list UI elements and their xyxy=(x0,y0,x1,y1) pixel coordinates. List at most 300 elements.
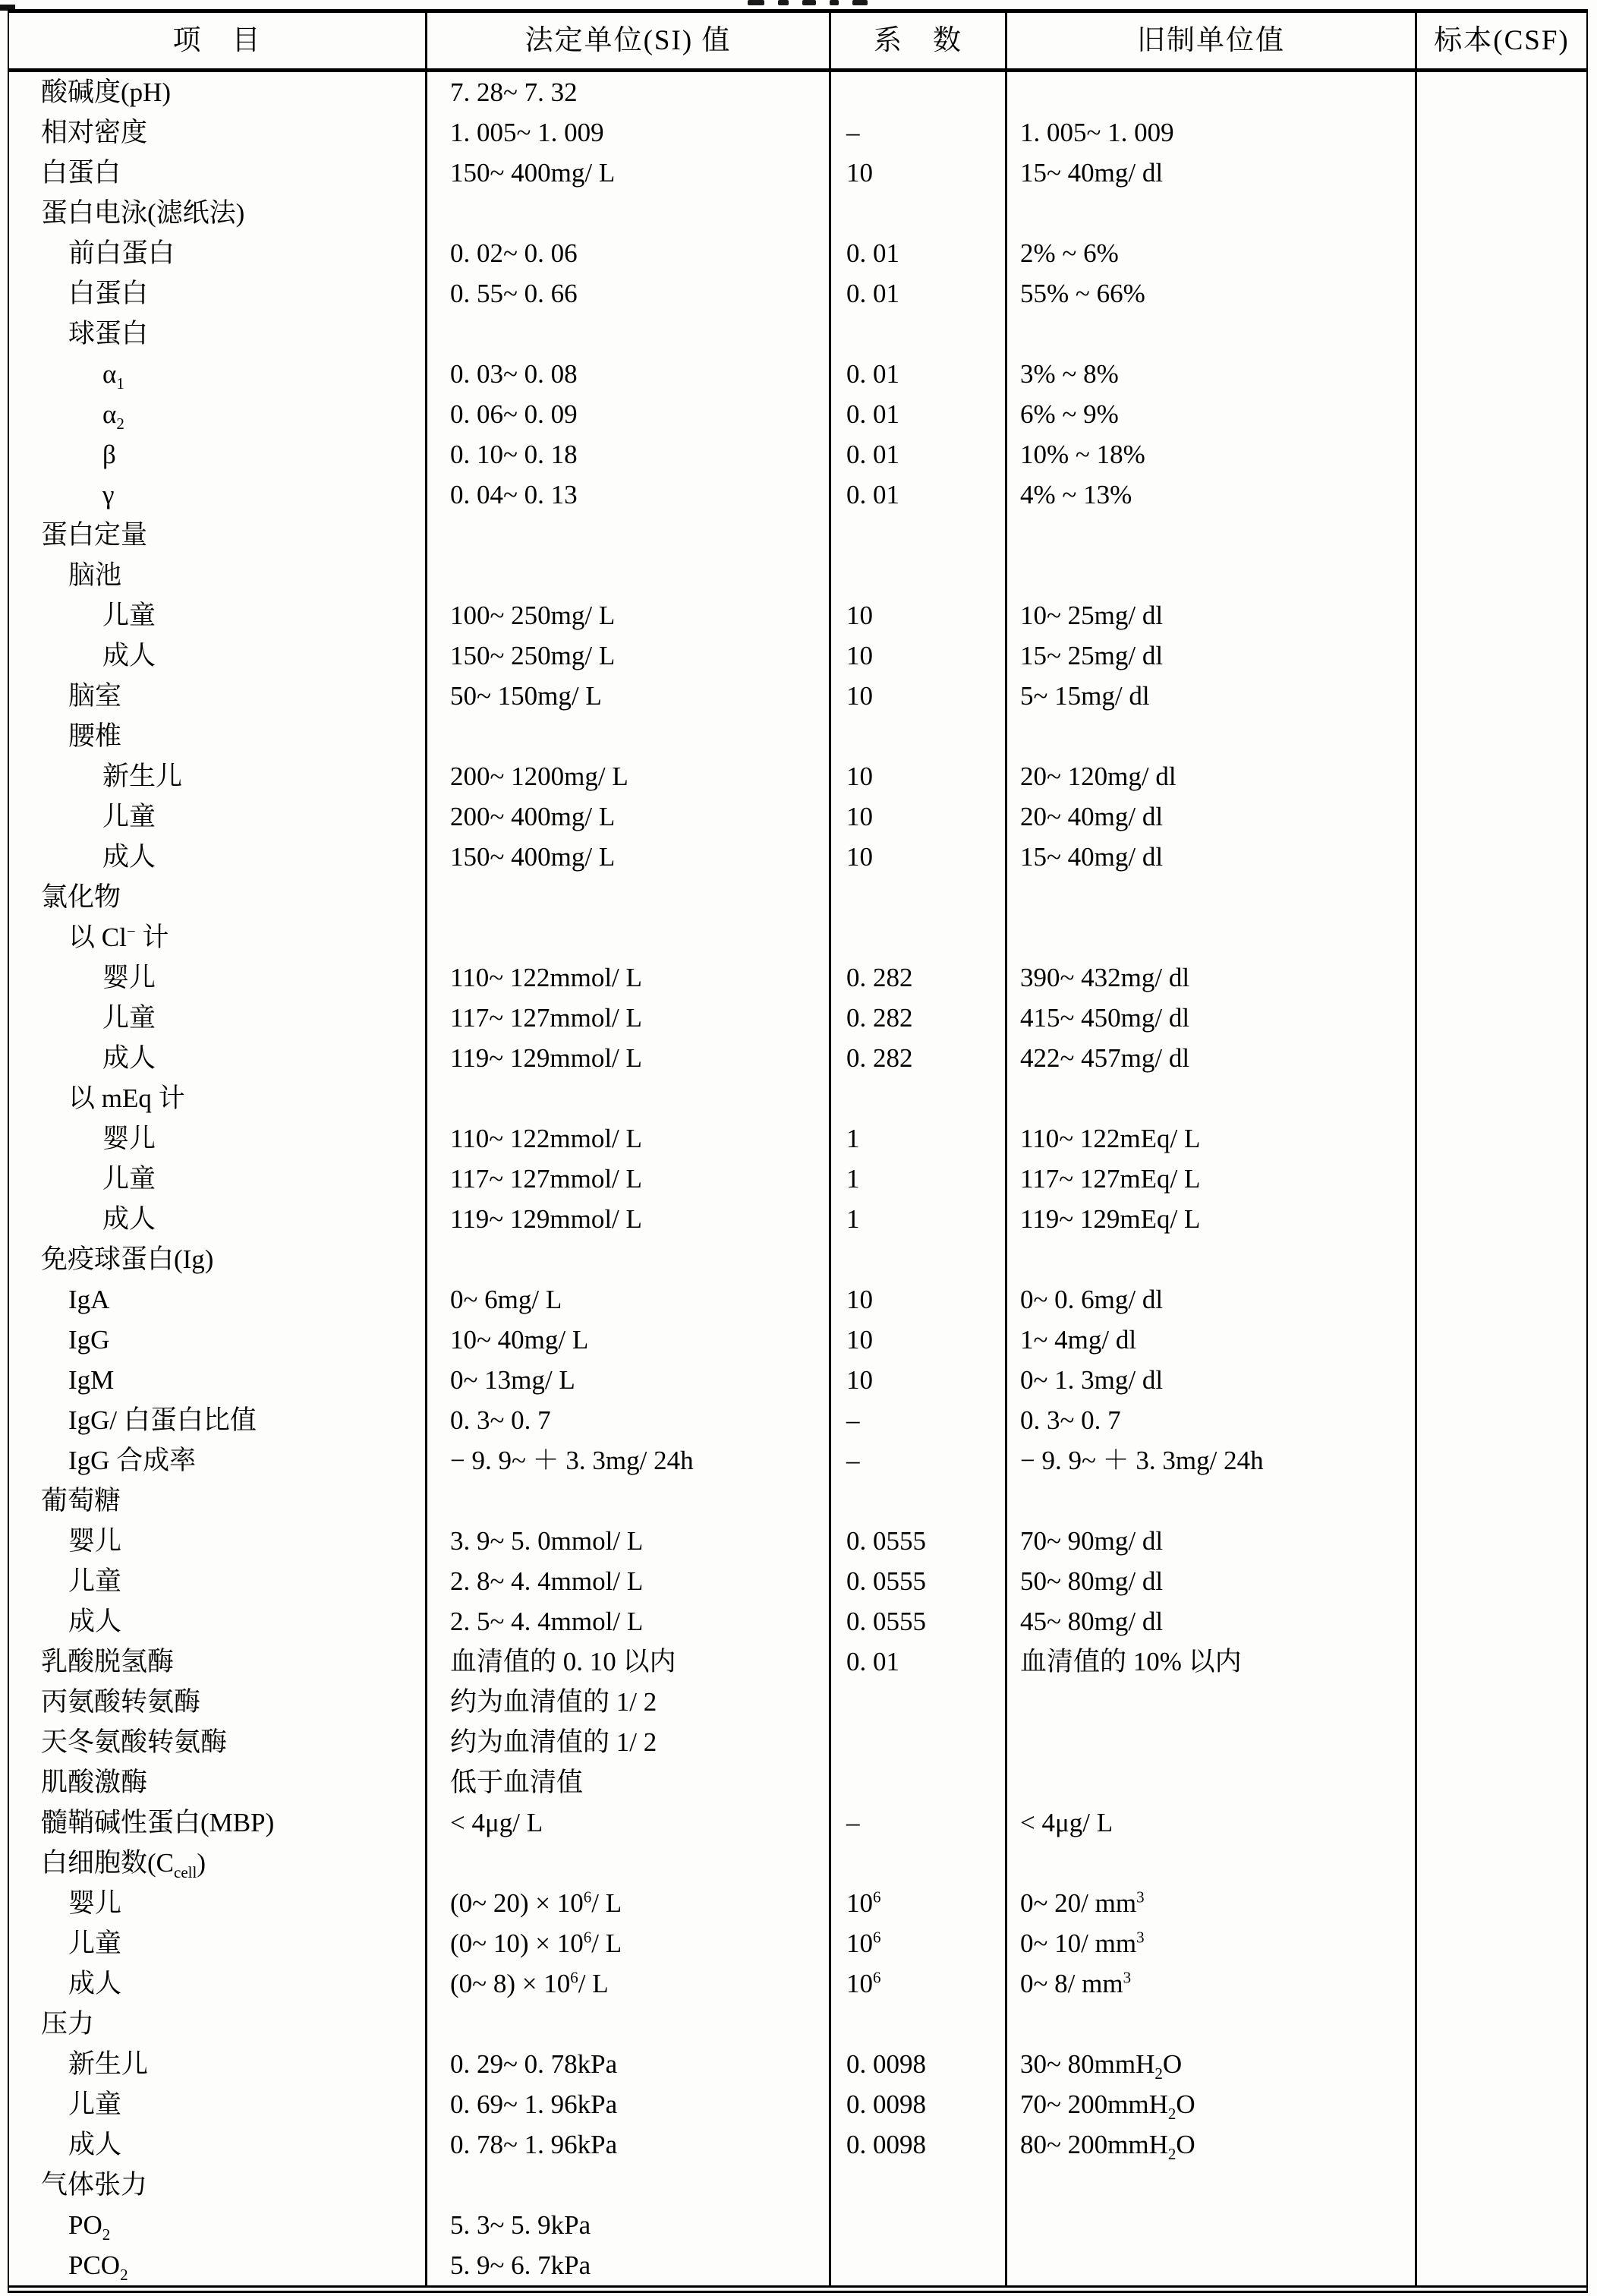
old-unit-cell xyxy=(1007,2245,1417,2285)
old-unit-cell: 415~ 450mg/ dl xyxy=(1007,998,1417,1038)
specimen-cell xyxy=(1417,1320,1586,1360)
factor-cell: $10^6$ xyxy=(831,1963,1007,2004)
item-cell: 压力 xyxy=(9,2004,427,2044)
specimen-cell xyxy=(1417,2165,1586,2205)
item-cell: 白蛋白 xyxy=(9,273,427,314)
factor-cell xyxy=(831,1762,1007,1802)
si-value-cell: 约为血清值的 1/ 2 xyxy=(427,1722,831,1762)
table-row xyxy=(9,957,1586,998)
factor-cell: 10 xyxy=(831,756,1007,796)
si-value-cell: 119~ 129mmol/ L xyxy=(427,1199,831,1239)
si-value-cell: 5. 9~ 6. 7kPa xyxy=(427,2245,831,2285)
table-row xyxy=(9,1923,1586,1963)
factor-cell: 10 xyxy=(831,153,1007,193)
table-row xyxy=(9,1199,1586,1239)
si-value-cell: 0~ 13mg/ L xyxy=(427,1360,831,1400)
table-row xyxy=(9,1440,1586,1481)
item-cell: 腰椎 xyxy=(9,716,427,756)
factor-cell xyxy=(831,2004,1007,2044)
item-cell: 成人 xyxy=(9,837,427,877)
old-unit-cell: 20~ 120mg/ dl xyxy=(1007,756,1417,796)
specimen-cell xyxy=(1417,1279,1586,1320)
old-unit-cell: 390~ 432mg/ dl xyxy=(1007,957,1417,998)
item-cell: IgG/ 白蛋白比值 xyxy=(9,1400,427,1440)
factor-cell xyxy=(831,515,1007,555)
table-row xyxy=(9,1279,1586,1320)
item-cell: 氯化物 xyxy=(9,877,427,917)
item-cell: 儿童 xyxy=(9,1159,427,1199)
factor-cell: 10 xyxy=(831,595,1007,636)
specimen-cell xyxy=(1417,314,1586,354)
table-row xyxy=(9,1963,1586,2004)
factor-cell xyxy=(831,1078,1007,1118)
factor-cell xyxy=(831,1239,1007,1279)
si-value-cell: 2. 5~ 4. 4mmol/ L xyxy=(427,1601,831,1642)
factor-cell: 0. 01 xyxy=(831,273,1007,314)
factor-cell xyxy=(831,1682,1007,1722)
item-cell: 肌酸激酶 xyxy=(9,1762,427,1802)
item-cell: 蛋白定量 xyxy=(9,515,427,555)
old-unit-cell xyxy=(1007,1722,1417,1762)
table-row xyxy=(9,837,1586,877)
item-cell: 相对密度 xyxy=(9,112,427,153)
clipped-text-fragment xyxy=(802,0,816,5)
item-cell: $\alpha_1$ xyxy=(9,354,427,394)
specimen-cell xyxy=(1417,1038,1586,1078)
factor-cell: 10 xyxy=(831,837,1007,877)
factor-cell: 1 xyxy=(831,1118,1007,1159)
table-row xyxy=(9,1883,1586,1923)
item-cell: 脑室 xyxy=(9,676,427,716)
si-value-cell: (0~ $8) \times 10^6/$ L xyxy=(427,1963,831,2004)
item-cell: 以 Cl− 计 xyxy=(9,917,427,957)
table-row xyxy=(9,998,1586,1038)
old-unit-cell: 2% ~ 6% xyxy=(1007,233,1417,273)
old-unit-cell: 10% ~ 18% xyxy=(1007,434,1417,475)
old-unit-cell: 6% ~ 9% xyxy=(1007,394,1417,434)
clipped-text-fragment xyxy=(830,0,839,5)
item-cell: 以 mEq 计 xyxy=(9,1078,427,1118)
specimen-cell xyxy=(1417,1400,1586,1440)
table-row xyxy=(9,1400,1586,1440)
header-si-unit-column: 法定单位(SI) 值 xyxy=(427,13,831,68)
header-specimen-column: 标本(CSF) xyxy=(1434,25,1570,56)
clipped-text-fragment xyxy=(778,0,789,5)
si-value-cell: (0~ $10) \times 10^6/$ L xyxy=(427,1923,831,1963)
si-value-cell xyxy=(427,555,831,595)
old-unit-cell: 10~ 25mg/ dl xyxy=(1007,595,1417,636)
item-cell: $PCO_2$ xyxy=(9,2245,427,2285)
si-value-cell: 3. 9~ 5. 0mmol/ L xyxy=(427,1521,831,1561)
factor-cell: 0. 01 xyxy=(831,394,1007,434)
old-unit-cell: 0~ 20/ $mm^3$ xyxy=(1007,1883,1417,1923)
si-value-cell: 2. 8~ 4. 4mmol/ L xyxy=(427,1561,831,1601)
specimen-cell xyxy=(1417,72,1586,112)
table-row xyxy=(9,1642,1586,1682)
specimen-cell xyxy=(1417,1722,1586,1762)
si-value-cell xyxy=(427,917,831,957)
si-value-cell xyxy=(427,716,831,756)
specimen-cell xyxy=(1417,796,1586,837)
item-cell: 儿童 xyxy=(9,796,427,837)
si-value-cell: 0. 55~ 0. 66 xyxy=(427,273,831,314)
old-unit-cell: 50~ 80mg/ dl xyxy=(1007,1561,1417,1601)
item-cell: IgG xyxy=(9,1320,427,1360)
item-cell: 成人 xyxy=(9,1199,427,1239)
item-cell: 天冬氨酸转氨酶 xyxy=(9,1722,427,1762)
item-cell: γ xyxy=(9,475,427,515)
old-unit-cell: 1. 005~ 1. 009 xyxy=(1007,112,1417,153)
si-value-cell: 10~ 40mg/ L xyxy=(427,1320,831,1360)
specimen-cell xyxy=(1417,434,1586,475)
table-row xyxy=(9,1762,1586,1802)
table-row xyxy=(9,2004,1586,2044)
specimen-cell xyxy=(1417,957,1586,998)
item-cell: 儿童 xyxy=(9,998,427,1038)
factor-cell: – xyxy=(831,112,1007,153)
si-value-cell xyxy=(427,515,831,555)
old-unit-cell: 117~ 127mEq/ L xyxy=(1007,1159,1417,1199)
factor-cell xyxy=(831,1481,1007,1521)
table-row xyxy=(9,354,1586,394)
si-value-cell: 约为血清值的 1/ 2 xyxy=(427,1682,831,1722)
old-unit-cell xyxy=(1007,193,1417,233)
specimen-cell xyxy=(1417,2044,1586,2084)
factor-cell xyxy=(831,314,1007,354)
si-value-cell: 0~ 6mg/ L xyxy=(427,1279,831,1320)
old-unit-cell: 4% ~ 13% xyxy=(1007,475,1417,515)
table-row xyxy=(9,153,1586,193)
specimen-cell xyxy=(1417,998,1586,1038)
table-row xyxy=(9,2124,1586,2165)
table-row xyxy=(9,1118,1586,1159)
factor-cell: – xyxy=(831,1440,1007,1481)
table-row xyxy=(9,1682,1586,1722)
specimen-cell xyxy=(1417,1762,1586,1802)
table-row xyxy=(9,1320,1586,1360)
si-value-cell: 150~ 400mg/ L xyxy=(427,837,831,877)
table-row xyxy=(9,1159,1586,1199)
old-unit-cell xyxy=(1007,1239,1417,1279)
old-unit-cell xyxy=(1007,917,1417,957)
si-value-cell xyxy=(427,1481,831,1521)
table-row xyxy=(9,1360,1586,1400)
factor-cell xyxy=(831,1722,1007,1762)
old-unit-cell: 55% ~ 66% xyxy=(1007,273,1417,314)
table-row xyxy=(9,716,1586,756)
table-row xyxy=(9,193,1586,233)
item-cell: 丙氨酸转氨酶 xyxy=(9,1682,427,1722)
table-row xyxy=(9,1078,1586,1118)
factor-cell: 0. 01 xyxy=(831,233,1007,273)
specimen-cell xyxy=(1417,1239,1586,1279)
table-bottom-rule-inner xyxy=(9,2291,1586,2293)
item-cell: 白蛋白 xyxy=(9,153,427,193)
clipped-text-fragment xyxy=(748,0,764,5)
factor-cell xyxy=(831,877,1007,917)
table-body xyxy=(9,72,1586,2285)
item-cell: 成人 xyxy=(9,1601,427,1642)
factor-cell xyxy=(831,72,1007,112)
item-cell: 儿童 xyxy=(9,2084,427,2124)
table-row xyxy=(9,1601,1586,1642)
item-cell: 成人 xyxy=(9,636,427,676)
factor-cell: 0. 01 xyxy=(831,434,1007,475)
table-row xyxy=(9,1843,1586,1883)
old-unit-cell: 20~ 40mg/ dl xyxy=(1007,796,1417,837)
si-value-cell: 117~ 127mmol/ L xyxy=(427,998,831,1038)
specimen-cell xyxy=(1417,2004,1586,2044)
factor-cell: 0. 282 xyxy=(831,1038,1007,1078)
factor-cell: 10 xyxy=(831,796,1007,837)
item-cell: IgA xyxy=(9,1279,427,1320)
table-row xyxy=(9,1038,1586,1078)
old-unit-cell: 119~ 129mEq/ L xyxy=(1007,1199,1417,1239)
old-unit-cell xyxy=(1007,1843,1417,1883)
specimen-cell xyxy=(1417,2245,1586,2285)
old-unit-cell: 0~ 8/ $mm^3$ xyxy=(1007,1963,1417,2004)
si-value-cell xyxy=(427,314,831,354)
old-unit-cell: 110~ 122mEq/ L xyxy=(1007,1118,1417,1159)
item-cell: 婴儿 xyxy=(9,1118,427,1159)
si-value-cell: 50~ 150mg/ L xyxy=(427,676,831,716)
specimen-cell xyxy=(1417,1843,1586,1883)
old-unit-cell: 0. 3~ 0. 7 xyxy=(1007,1400,1417,1440)
specimen-cell xyxy=(1417,1802,1586,1843)
old-unit-cell xyxy=(1007,2205,1417,2245)
old-unit-cell xyxy=(1007,314,1417,354)
factor-cell: 0. 282 xyxy=(831,998,1007,1038)
specimen-cell xyxy=(1417,354,1586,394)
si-value-cell xyxy=(427,2165,831,2205)
specimen-cell xyxy=(1417,112,1586,153)
table-row xyxy=(9,2165,1586,2205)
specimen-cell xyxy=(1417,153,1586,193)
old-unit-cell xyxy=(1007,515,1417,555)
si-value-cell: 5. 3~ 5. 9kPa xyxy=(427,2205,831,2245)
factor-cell: – xyxy=(831,1400,1007,1440)
old-unit-cell: 15~ 40mg/ dl xyxy=(1007,837,1417,877)
table-row xyxy=(9,1561,1586,1601)
old-unit-cell xyxy=(1007,1762,1417,1802)
old-unit-cell: 血清值的 10% 以内 xyxy=(1007,1642,1417,1682)
factor-cell: 10 xyxy=(831,1279,1007,1320)
si-value-cell: 0. 69~ 1. 96kPa xyxy=(427,2084,831,2124)
item-cell: 成人 xyxy=(9,2124,427,2165)
specimen-cell xyxy=(1417,1923,1586,1963)
factor-cell xyxy=(831,716,1007,756)
item-cell: 蛋白电泳(滤纸法) xyxy=(9,193,427,233)
specimen-cell xyxy=(1417,716,1586,756)
table-row xyxy=(9,595,1586,636)
si-value-cell xyxy=(427,1843,831,1883)
specimen-cell xyxy=(1417,1481,1586,1521)
item-cell: 脑池 xyxy=(9,555,427,595)
specimen-cell xyxy=(1417,1521,1586,1561)
si-value-cell: (0~ $20) \times 10^6/$ L xyxy=(427,1883,831,1923)
item-cell: IgM xyxy=(9,1360,427,1400)
specimen-cell xyxy=(1417,193,1586,233)
factor-cell: 0. 01 xyxy=(831,354,1007,394)
old-unit-cell: < 4μg/ L xyxy=(1007,1802,1417,1843)
old-unit-cell xyxy=(1007,72,1417,112)
specimen-cell xyxy=(1417,233,1586,273)
table-row xyxy=(9,112,1586,153)
factor-cell: 0. 0098 xyxy=(831,2044,1007,2084)
old-unit-cell xyxy=(1007,2004,1417,2044)
table-row xyxy=(9,394,1586,434)
item-cell: 气体张力 xyxy=(9,2165,427,2205)
clipped-text-fragment xyxy=(852,0,868,5)
factor-cell: 0. 01 xyxy=(831,475,1007,515)
factor-cell xyxy=(831,555,1007,595)
specimen-cell xyxy=(1417,1440,1586,1481)
table-row xyxy=(9,676,1586,716)
item-cell: 婴儿 xyxy=(9,1883,427,1923)
si-value-cell: 110~ 122mmol/ L xyxy=(427,1118,831,1159)
old-unit-cell: 15~ 25mg/ dl xyxy=(1007,636,1417,676)
table-row xyxy=(9,1802,1586,1843)
table-row xyxy=(9,515,1586,555)
old-unit-cell: 0~ 1. 3mg/ dl xyxy=(1007,1360,1417,1400)
table-row xyxy=(9,796,1586,837)
table-row xyxy=(9,1521,1586,1561)
header-old-unit-column: 旧制单位值 xyxy=(1007,13,1417,68)
table-header-row xyxy=(9,13,1586,72)
item-cell: 儿童 xyxy=(9,1561,427,1601)
old-unit-cell: 1~ 4mg/ dl xyxy=(1007,1320,1417,1360)
table-row xyxy=(9,434,1586,475)
specimen-cell xyxy=(1417,2205,1586,2245)
item-cell: 前白蛋白 xyxy=(9,233,427,273)
item-cell: 儿童 xyxy=(9,1923,427,1963)
specimen-cell xyxy=(1417,273,1586,314)
item-cell: 乳酸脱氢酶 xyxy=(9,1642,427,1682)
table-row xyxy=(9,636,1586,676)
table-row xyxy=(9,2084,1586,2124)
header-factor-column: 系 数 xyxy=(831,13,1007,68)
si-value-cell: 血清值的 0. 10 以内 xyxy=(427,1642,831,1682)
old-unit-cell: 80~ 200mmH$_2$O xyxy=(1007,2124,1417,2165)
old-unit-cell xyxy=(1007,1078,1417,1118)
clipped-page-title-fragment xyxy=(748,0,915,8)
table-row xyxy=(9,72,1586,112)
factor-cell: 10 xyxy=(831,1320,1007,1360)
si-value-cell: 117~ 127mmol/ L xyxy=(427,1159,831,1199)
table-row xyxy=(9,2044,1586,2084)
csf-reference-table xyxy=(8,9,1588,2293)
factor-cell xyxy=(831,1843,1007,1883)
factor-cell: 0. 0098 xyxy=(831,2124,1007,2165)
table-row xyxy=(9,1481,1586,1521)
item-cell: 新生儿 xyxy=(9,2044,427,2084)
table-row xyxy=(9,2245,1586,2285)
item-cell: 婴儿 xyxy=(9,957,427,998)
table-row xyxy=(9,917,1586,957)
table-row xyxy=(9,877,1586,917)
factor-cell: 10 xyxy=(831,1360,1007,1400)
factor-cell: 0. 0098 xyxy=(831,2084,1007,2124)
factor-cell xyxy=(831,2205,1007,2245)
item-cell: $PO_2$ xyxy=(9,2205,427,2245)
si-value-cell: 119~ 129mmol/ L xyxy=(427,1038,831,1078)
old-unit-cell xyxy=(1007,716,1417,756)
item-cell: $\alpha_2$ xyxy=(9,394,427,434)
specimen-cell xyxy=(1417,555,1586,595)
si-value-cell: 1. 005~ 1. 009 xyxy=(427,112,831,153)
item-cell: 新生儿 xyxy=(9,756,427,796)
specimen-cell xyxy=(1417,394,1586,434)
si-value-cell xyxy=(427,1078,831,1118)
factor-cell xyxy=(831,2165,1007,2205)
table-row xyxy=(9,1239,1586,1279)
specimen-cell xyxy=(1417,676,1586,716)
si-value-cell: 200~ 1200mg/ L xyxy=(427,756,831,796)
si-value-cell: − 9. 9~ ＋ 3. 3mg/ 24h xyxy=(427,1440,831,1481)
si-value-cell: 100~ 250mg/ L xyxy=(427,595,831,636)
specimen-cell xyxy=(1417,2124,1586,2165)
old-unit-cell: 0~ 10/ $mm^3$ xyxy=(1007,1923,1417,1963)
si-value-cell: 0. 3~ 0. 7 xyxy=(427,1400,831,1440)
specimen-cell xyxy=(1417,1642,1586,1682)
old-unit-cell: − 9. 9~ ＋ 3. 3mg/ 24h xyxy=(1007,1440,1417,1481)
item-cell: 成人 xyxy=(9,1963,427,2004)
table-row xyxy=(9,1722,1586,1762)
factor-cell xyxy=(831,917,1007,957)
item-cell: 免疫球蛋白(Ig) xyxy=(9,1239,427,1279)
item-cell: 儿童 xyxy=(9,595,427,636)
old-unit-cell: 45~ 80mg/ dl xyxy=(1007,1601,1417,1642)
specimen-cell xyxy=(1417,917,1586,957)
item-cell: 葡萄糖 xyxy=(9,1481,427,1521)
old-unit-cell: 0~ 0. 6mg/ dl xyxy=(1007,1279,1417,1320)
specimen-cell xyxy=(1417,877,1586,917)
specimen-cell xyxy=(1417,1682,1586,1722)
specimen-cell xyxy=(1417,756,1586,796)
factor-cell: 0. 0555 xyxy=(831,1601,1007,1642)
si-value-cell: 0. 29~ 0. 78kPa xyxy=(427,2044,831,2084)
specimen-cell xyxy=(1417,1561,1586,1601)
si-value-cell: 0. 06~ 0. 09 xyxy=(427,394,831,434)
factor-cell xyxy=(831,193,1007,233)
factor-cell: $10^6$ xyxy=(831,1883,1007,1923)
table-row xyxy=(9,314,1586,354)
si-value-cell: 150~ 400mg/ L xyxy=(427,153,831,193)
factor-cell: 1 xyxy=(831,1159,1007,1199)
specimen-cell xyxy=(1417,515,1586,555)
factor-cell xyxy=(831,2245,1007,2285)
old-unit-cell xyxy=(1007,1481,1417,1521)
table-row xyxy=(9,2205,1586,2245)
old-unit-cell: 422~ 457mg/ dl xyxy=(1007,1038,1417,1078)
specimen-cell xyxy=(1417,636,1586,676)
specimen-cell xyxy=(1417,1883,1586,1923)
si-value-cell: < 4μg/ L xyxy=(427,1802,831,1843)
old-unit-cell xyxy=(1007,555,1417,595)
si-value-cell: 0. 03~ 0. 08 xyxy=(427,354,831,394)
factor-cell: 0. 01 xyxy=(831,1642,1007,1682)
specimen-cell xyxy=(1417,837,1586,877)
old-unit-cell: 70~ 90mg/ dl xyxy=(1007,1521,1417,1561)
table-row xyxy=(9,555,1586,595)
old-unit-cell: 30~ 80mmH$_2$O xyxy=(1007,2044,1417,2084)
si-value-cell xyxy=(427,1239,831,1279)
old-unit-cell: 5~ 15mg/ dl xyxy=(1007,676,1417,716)
old-unit-cell xyxy=(1007,1682,1417,1722)
item-cell: 球蛋白 xyxy=(9,314,427,354)
table-row xyxy=(9,233,1586,273)
item-cell: 成人 xyxy=(9,1038,427,1078)
